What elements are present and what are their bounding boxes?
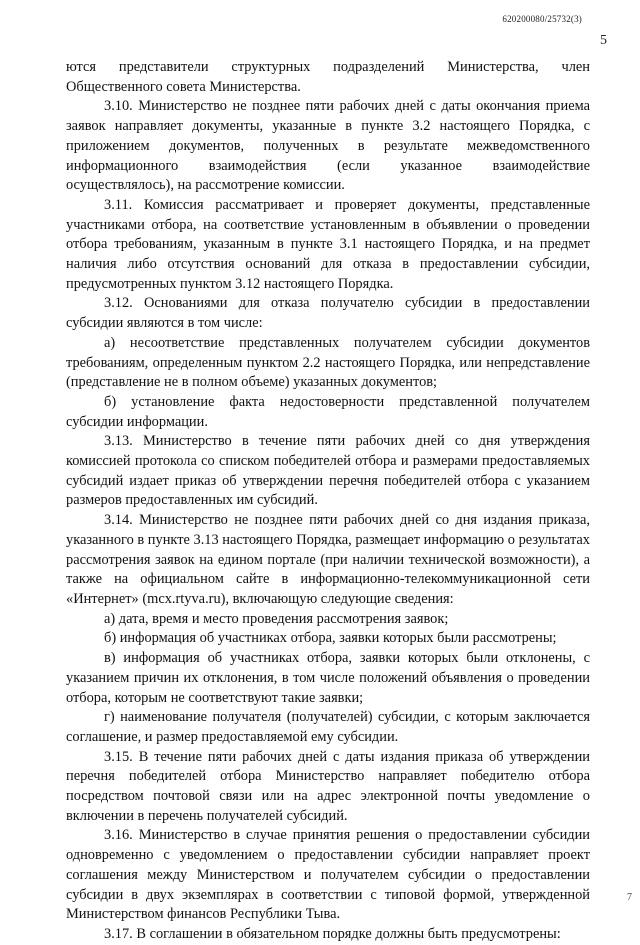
paragraph-3-12-a: а) несоответствие представленных получателем субсидии документов требованиям, определенным пунктом 2.2 настоящего Порядка, или непредставление (представление не в полном объеме) указанных документов; <box>66 334 590 391</box>
paragraph-continuation: ются представители структурных подразделений Министерства, член Общественного совета Министерства. <box>66 59 590 95</box>
paragraph-3-16: 3.16. Министерство в случае принятия решения о предоставлении субсидии одновременно с уведомлением о предоставлении субсидии направляет проект соглашения между Министерством и получателем субсидии о предоставлении субсидии в двух экземплярах в соответствии с типовой формой, утвержденной Министерством финансов Республики Тыва. <box>66 827 590 923</box>
document-body <box>66 58 590 945</box>
corner-mark: 7 <box>627 892 632 903</box>
document-id: 620200080/25732(3) <box>502 14 582 24</box>
paragraph-3-11: 3.11. Комиссия рассматривает и проверяет документы, представленные участниками отбора, на соответствие установленным в объявлении о проведении отбора требованиям, указанным в пункте 3.1 настоящего Порядка, и на предмет наличия либо отсутствия оснований для отказа в предоставлении субсидии, предусмотренных пунктом 3.12 настоящего Порядка. <box>66 196 590 292</box>
paragraph-3-14: 3.14. Министерство не позднее пяти рабочих дней со дня издания приказа, указанного в пункте 3.13 настоящего Порядка, размещает информацию о результатах рассмотрения заявок на едином портале (при наличии технической возможности), а также на официальном сайте в информационно-телекоммуникационной сети «Интернет» (mcx.rtyva.ru), включающую следующие сведения: <box>66 512 590 607</box>
paragraph-3-14-b: б) информация об участниках отбора, заявки которых были рассмотрены; <box>104 630 557 647</box>
paragraph-3-17: 3.17. В соглашении в обязательном порядке должны быть предусмотрены: <box>104 925 561 942</box>
paragraph-3-12: 3.12. Основаниями для отказа получателю субсидии в предоставлении субсидии являются в том числе: <box>66 295 590 332</box>
paragraph-3-13: 3.13. Министерство в течение пяти рабочих дней со дня утверждения комиссией протокола со списком победителей отбора и размерами предоставляемых субсидий издает приказ об утверждении перечня победителей отбора с указанием размеров предоставленных им субсидий. <box>66 433 590 509</box>
paragraph-3-12-b: б) установление факта недостоверности представленной получателем субсидии информации. <box>66 393 590 430</box>
paragraph-3-15: 3.15. В течение пяти рабочих дней с даты издания приказа об утверждении перечня победителей отбора Министерство направляет победителю отбора посредством почтовой связи или на адрес электронной почты уведомление о включении в перечень получателей субсидий. <box>66 748 590 824</box>
paragraph-3-14-v: в) информация об участниках отбора, заявки которых были отклонены, с указанием причин их отклонения, в том числе положений объявления о проведении отбора, которым не соответствуют такие заявки; <box>66 650 590 706</box>
paragraph-3-14-a: а) дата, время и место проведения рассмотрения заявок; <box>104 610 449 627</box>
page-number: 5 <box>600 33 607 48</box>
paragraph-3-14-g: г) наименование получателя (получателей) субсидии, с которым заключается соглашение, и размер предоставляемой ему субсидии. <box>66 709 590 745</box>
paragraph-3-10: 3.10. Министерство не позднее пяти рабочих дней с даты окончания приема заявок направляет документы, указанные в пункте 3.2 настоящего Порядка, с приложением документов, полученных в результате межведомственного информационного взаимодействия (если указанное взаимодействие осуществлялось), на рассмотрение комиссии. <box>66 98 590 194</box>
